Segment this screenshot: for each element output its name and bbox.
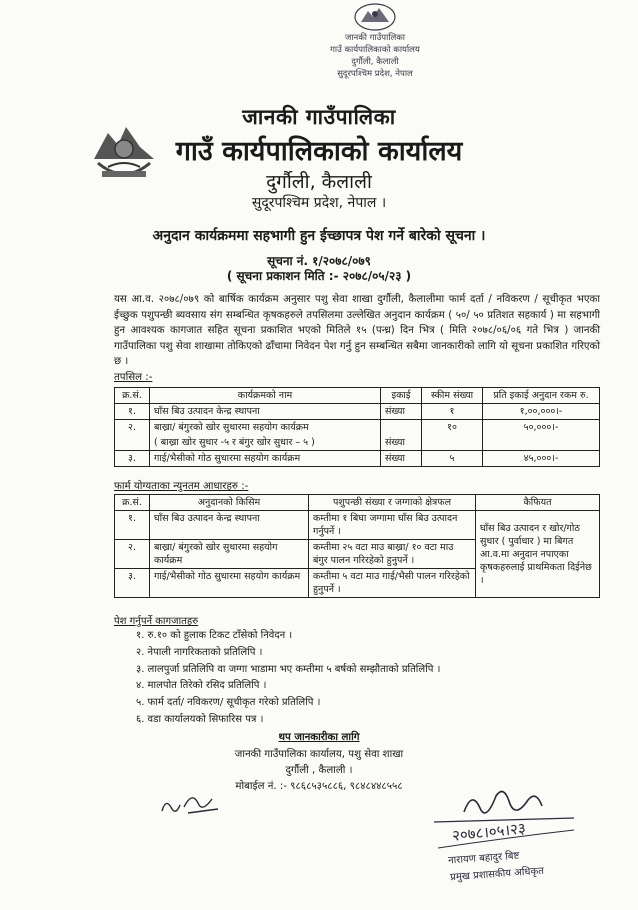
table-header: इकाई bbox=[381, 388, 422, 404]
table-cell bbox=[381, 420, 422, 436]
table-cell: कम्तीमा १ बिघा जग्गामा घाँस बिउ उत्पादन गर्नुपर्ने । bbox=[309, 511, 476, 540]
contact-office: जानकी गाउँपालिका कार्यालय, पशु सेवा शाखा bbox=[234, 749, 404, 760]
stamp-line-4: सुदूरपश्चिम प्रदेश, नेपाल bbox=[337, 69, 413, 79]
contact-mobile: मोबाईल नं. :- ९८६८५३५८८६, ९८४८४४८५५८ bbox=[235, 781, 403, 792]
table-cell: १० bbox=[422, 420, 483, 451]
list-item: २. नेपाली नागरिकताको प्रतिलिपि । bbox=[136, 646, 263, 658]
table-cell: ( बाख्रा खोर सुधार -५ र बंगुर खोर सुधार – ५ ) bbox=[150, 435, 381, 451]
table-cell: २. bbox=[115, 420, 150, 451]
list-item: ४. मालपोत तिरेको रसिद प्रतिलिपि । bbox=[136, 680, 267, 692]
list-item: ६. वडा कार्यालयको सिफारिस पत्र । bbox=[136, 713, 264, 725]
table-cell: २. bbox=[115, 540, 150, 569]
officer-title: प्रमुख प्रशासकीय अधिकृत bbox=[449, 865, 545, 884]
details-label: तपसिल :- bbox=[114, 371, 153, 383]
table-header: कैफियत bbox=[476, 495, 600, 511]
documents-title: पेश गर्नुपर्ने कागजातहरु bbox=[114, 616, 199, 627]
notice-paragraph: यस आ.व. २०७८/०७९ को बार्षिक कार्यक्रम अनुसार पशु सेवा शाखा दुर्गौली, कैलालीमा फार्म दर्ता / नविकरण / सूचीकृत भएका ईच्छुक पशुपन्छी ब्यवसाय संग सम्बन्धित कृषकहरुले तपसिलमा उल्लेखित अनुदान कार्यक्रम ( ५०/ ५० प्रतिशत सहकार्य ) मा सहभागी हुन आवश्यक कागजात सहित सूचना प्रकाशित भएको मितिले १५ (पन्ध्र) दिन भित्र ( मिति २०७८/०६/०६ गते भित्र ) जानकी गाउँपालिका पशु सेवा शाखामा तोकिएको ढाँचामा निवेदन पेश गर्नु हुन सम्बन्धित सबैमा जानकारीको लागि यो सूचना प्रकाशित गरिएको छ । bbox=[114, 294, 600, 367]
table-header: स्कीम संख्या bbox=[422, 388, 483, 404]
table-cell: गाई/भैसीको गोठ सुधारमा सहयोग कार्यक्रम bbox=[150, 451, 381, 467]
table-cell: १. bbox=[115, 404, 150, 420]
office-location: दुर्गौली, कैलाली bbox=[266, 171, 372, 193]
table-cell: घाँस बिउ उत्पादन केन्द्र स्थापना bbox=[150, 511, 309, 540]
emblem-icon bbox=[353, 2, 397, 32]
documents-list bbox=[136, 628, 440, 729]
office-name: गाउँ कार्यपालिकाको कार्यालय bbox=[175, 136, 463, 167]
officer-name: नारायण बहादुर बिष्ट bbox=[447, 850, 520, 867]
remark-cell: घाँस बिउ उत्पादन र खोर/गोठ सुधार ( पुर्वाधार ) मा बिगत आ.व.मा अनुदान नपाएका कृषकहरुलाई प्राथमिकता दिईनेछ । bbox=[476, 511, 600, 598]
table-cell: ३. bbox=[115, 451, 150, 467]
stamp-line-3: दुर्गौली, कैलाली bbox=[351, 57, 399, 67]
table-header: क्र.सं. bbox=[115, 388, 150, 404]
table-cell: संख्या bbox=[381, 435, 422, 451]
table-cell: ४५,०००।- bbox=[483, 451, 600, 467]
table-cell: गाई/भैसीको गोठ सुधारमा सहयोग कार्यक्रम bbox=[150, 569, 309, 598]
table-cell: संख्या bbox=[381, 451, 422, 467]
notice-number: सूचना नं. १/२०७८/०७९ bbox=[267, 254, 371, 268]
stamp-line-2: गाउँ कार्यपालिकाको कार्यालय bbox=[330, 45, 420, 55]
table-header: पशुपन्छी संख्या र जग्गाको क्षेत्रफल bbox=[309, 495, 476, 511]
table-cell: कम्तीमा ५ वटा माउ गाई/भैसी पालन गरिरहेको हुनुपर्ने । bbox=[309, 569, 476, 598]
criteria-table bbox=[114, 494, 600, 598]
criteria-label: फार्म योग्यताका न्युनतम आधारहरु :- bbox=[114, 481, 249, 492]
table-header-row bbox=[115, 388, 600, 404]
table-cell: बाख्रा/ बंगुरको खोर सुधारमा सहयोग कार्यक्रम bbox=[150, 420, 381, 436]
municipality-name: जानकी गाउँपालिका bbox=[242, 105, 396, 129]
table-header-row bbox=[115, 495, 600, 511]
table-cell: घाँस बिउ उत्पादन केन्द्र स्थापना bbox=[150, 404, 381, 420]
table-header: क्र.सं. bbox=[115, 495, 150, 511]
table-row bbox=[115, 511, 600, 540]
table-cell: ३. bbox=[115, 569, 150, 598]
list-item: १. रु.१० को हुलाक टिकट टाँसेको निवेदन । bbox=[136, 630, 293, 641]
table-row bbox=[115, 420, 600, 436]
notice-subject: अनुदान कार्यक्रममा सहभागी हुन ईच्छापत्र पेश गर्ने बारेको सूचना । bbox=[152, 228, 486, 244]
table-header: अनुदानको किसिम bbox=[150, 495, 309, 511]
notice-body bbox=[114, 292, 600, 385]
initials-signature bbox=[158, 787, 228, 819]
office-province: सुदूरपश्चिम प्रदेश, नेपाल । bbox=[251, 195, 387, 211]
list-item: ५. फार्म दर्ता/ नविकरण/ सूचीकृत गरेको प्रतिलिपि । bbox=[136, 697, 321, 709]
table-cell: १. bbox=[115, 511, 150, 540]
table-cell: संख्या bbox=[381, 404, 422, 420]
table-row bbox=[115, 451, 600, 467]
table-cell: १ bbox=[422, 404, 483, 420]
table-row bbox=[115, 404, 600, 420]
program-table bbox=[114, 387, 600, 467]
signature-date: २०७८।०५।२३ bbox=[451, 819, 527, 845]
stamp-line-1: जानकी गाउँपालिका bbox=[344, 33, 406, 43]
list-item: ३. लालपुर्जा प्रतिलिपि वा जग्गा भाडामा भए कम्तीमा ५ बर्षको सम्झौताको प्रतिलिपि । bbox=[136, 663, 441, 675]
table-cell: १,००,०००।- bbox=[483, 404, 600, 420]
publish-date: ( सूचना प्रकाशन मिति :- २०७८/०५/२३ ) bbox=[226, 269, 412, 283]
contact-heading: थप जानकारीका लागि bbox=[278, 732, 360, 743]
table-cell: ५०,०००।- bbox=[483, 420, 600, 451]
table-cell: कम्तीमा २५ वटा माउ बाख्रा/ १० वटा माउ बंगुर पालन गरिरहेको हुनुपर्ने । bbox=[309, 540, 476, 569]
contact-address: दुर्गौली , कैलाली । bbox=[285, 765, 353, 776]
table-cell: ५ bbox=[422, 451, 483, 467]
table-cell: बाख्रा/ बंगुरको खोर सुधारमा सहयोग कार्यक्रम bbox=[150, 540, 309, 569]
table-header: प्रति इकाई अनुदान रकम रु. bbox=[483, 388, 600, 404]
office-stamp bbox=[320, 2, 430, 84]
table-header: कार्यक्रमको नाम bbox=[150, 388, 381, 404]
